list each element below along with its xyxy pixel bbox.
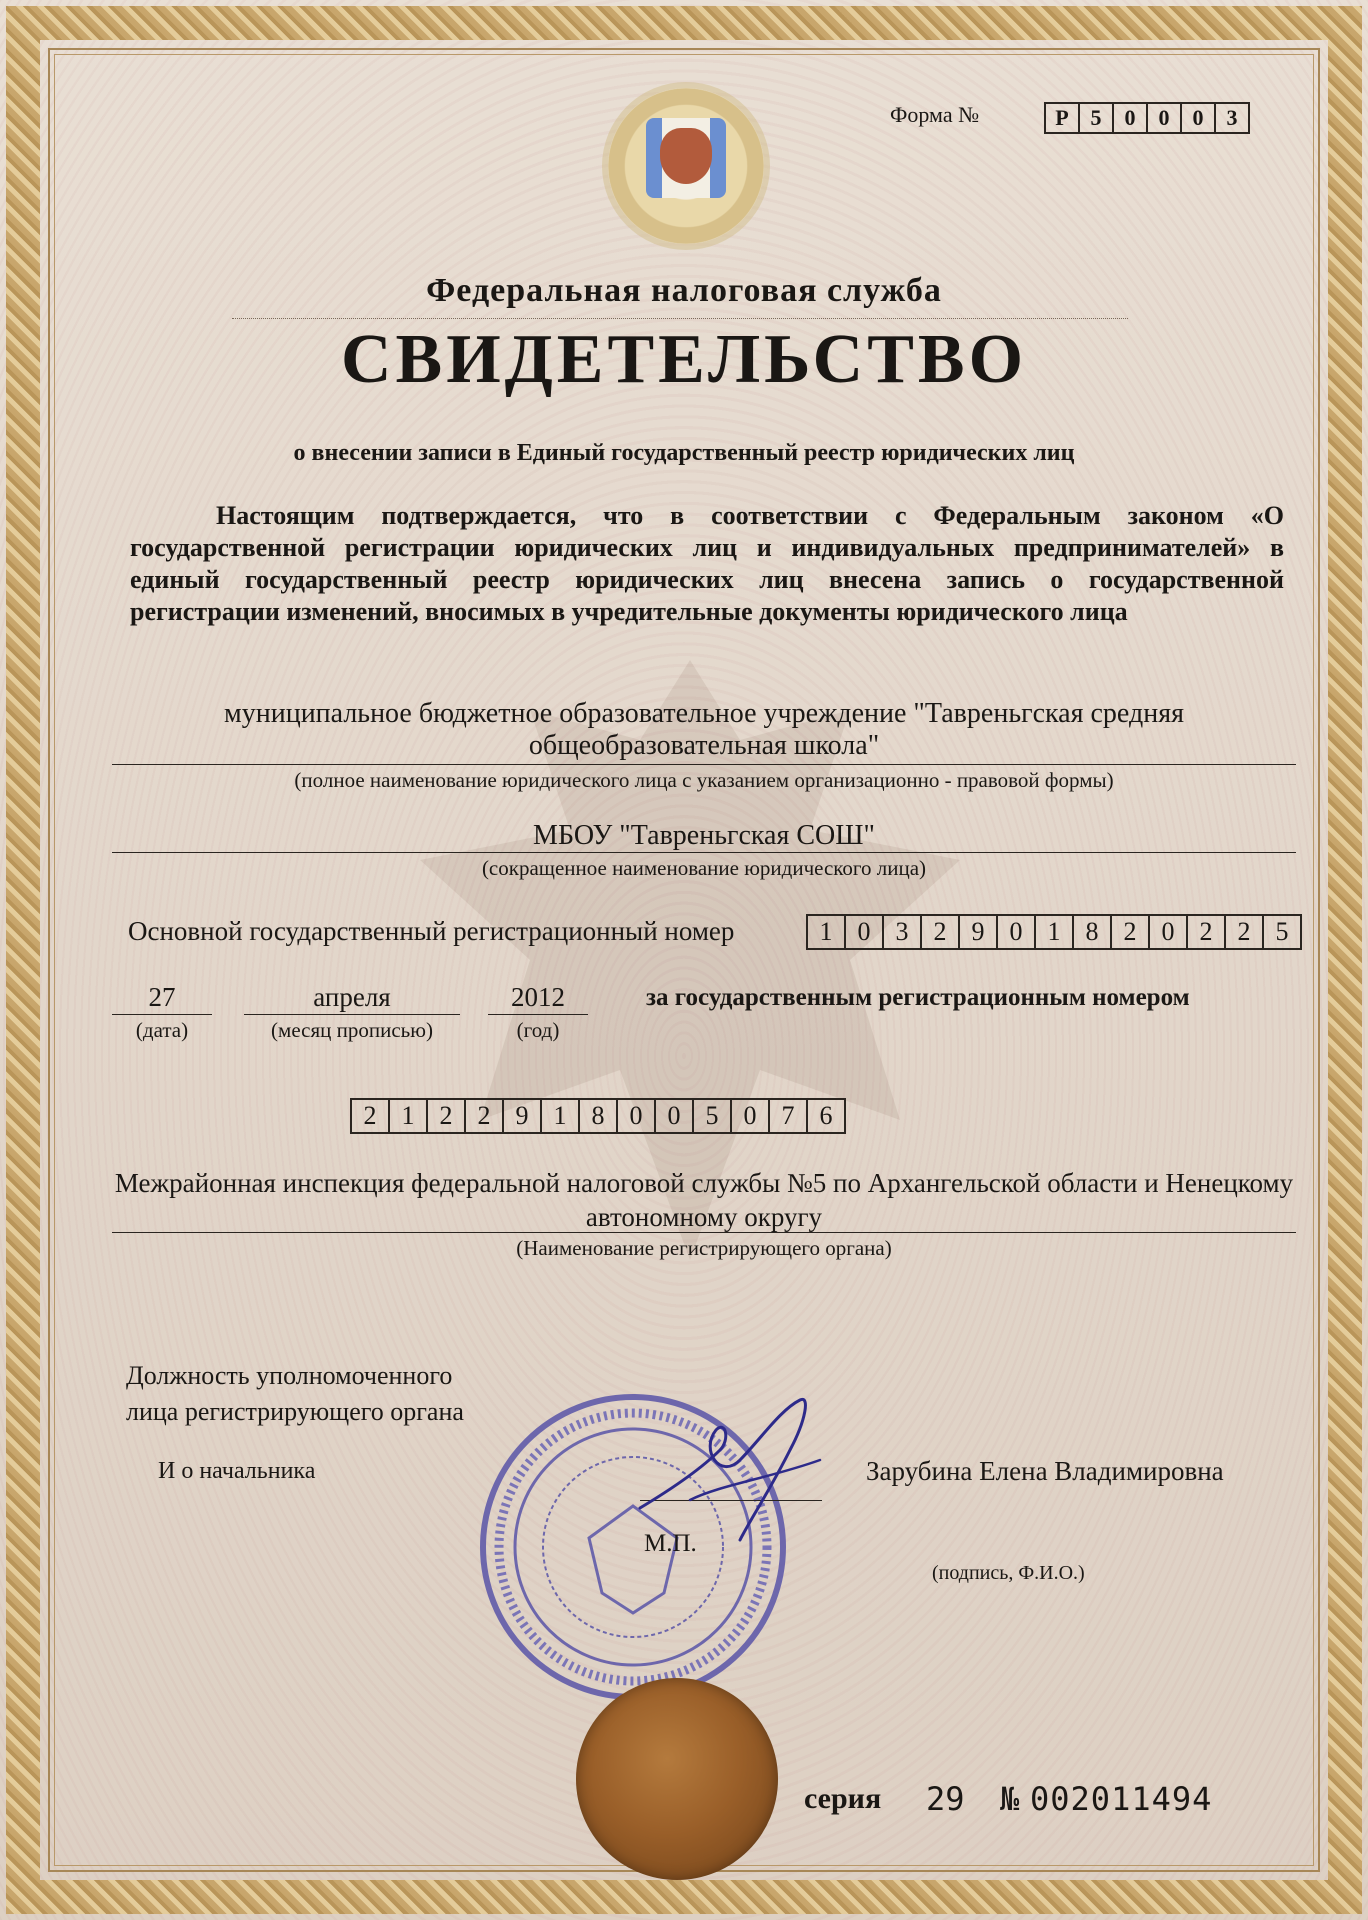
signatory-position: И о начальника (158, 1458, 316, 1484)
registering-authority: Межрайонная инспекция федеральной налоговой службы №5 по Архангельской области и Ненецкому автономному округу (114, 1168, 1294, 1232)
date-day: 27 (148, 982, 176, 1012)
ogrn-label: Основной государственный регистрационный номер (128, 916, 735, 946)
form-code-cell: Р (1044, 102, 1080, 134)
full-name-caption: (полное наименование юридического лица с указанием организационно - правовой формы) (294, 768, 1114, 792)
signature-caption: (подпись, Ф.И.О.) (932, 1562, 1085, 1584)
grn-digit: 2 (464, 1098, 504, 1134)
grn-label: за государственным регистрационным номером (646, 984, 1190, 1011)
grn-digit: 1 (540, 1098, 580, 1134)
certificate-number: 002011494 (1030, 1780, 1213, 1818)
date-month-caption: (месяц прописью) (271, 1018, 433, 1042)
short-name-underline (112, 852, 1296, 853)
grn-digit: 0 (654, 1098, 694, 1134)
position-label-line2: лица регистрирующего органа (126, 1397, 464, 1426)
form-code-boxes (1046, 102, 1250, 134)
grn-digit: 0 (616, 1098, 656, 1134)
ogrn-digit: 0 (996, 914, 1036, 950)
certificate-title: СВИДЕТЕЛЬСТВО (340, 321, 1028, 398)
hologram-emblem (608, 88, 764, 244)
gold-seal (576, 1678, 778, 1880)
authority-caption: (Наименование регистрирующего органа) (516, 1236, 892, 1260)
certificate-subtitle: о внесении записи в Единый государственный реестр юридических лиц (293, 440, 1075, 466)
ogrn-digit: 1 (1034, 914, 1074, 950)
ogrn-digit: 5 (1262, 914, 1302, 950)
grn-digit: 2 (350, 1098, 390, 1134)
grn-digit: 7 (768, 1098, 808, 1134)
date-month-underline (244, 1014, 460, 1015)
stamp-place-label: М.П. (644, 1530, 697, 1557)
date-day-caption: (дата) (135, 1018, 189, 1042)
form-code-cell: 0 (1146, 102, 1182, 134)
position-label (126, 1358, 464, 1430)
form-code-cell: 3 (1214, 102, 1250, 134)
ogrn-digit: 9 (958, 914, 998, 950)
grn-digit: 5 (692, 1098, 732, 1134)
grn-boxes (352, 1098, 846, 1134)
form-label: Форма № (890, 102, 980, 127)
full-name-underline (112, 764, 1296, 765)
series-label: серия (804, 1782, 882, 1815)
date-day-underline (112, 1014, 212, 1015)
signature (630, 1390, 830, 1550)
ogrn-digit: 2 (1224, 914, 1264, 950)
ogrn-digit: 0 (1148, 914, 1188, 950)
ogrn-digit: 2 (1186, 914, 1226, 950)
eagle-icon (660, 128, 712, 184)
grn-digit: 8 (578, 1098, 618, 1134)
date-year: 2012 (511, 982, 565, 1012)
form-code-cell: 0 (1180, 102, 1216, 134)
entity-full-name: муниципальное бюджетное образовательное учреждение "Тавреньгская средняя общеобразовательная школа" (224, 698, 1184, 761)
ogrn-digit: 0 (844, 914, 884, 950)
date-month: апреля (313, 982, 391, 1012)
form-code-cell: 5 (1078, 102, 1114, 134)
agency-divider (232, 318, 1128, 319)
grn-digit: 6 (806, 1098, 846, 1134)
grn-digit: 9 (502, 1098, 542, 1134)
signatory-name: Зарубина Елена Владимировна (866, 1456, 1224, 1486)
ogrn-digit: 2 (1110, 914, 1150, 950)
number-sign: № (1000, 1780, 1020, 1818)
date-year-underline (488, 1014, 588, 1015)
ogrn-digit: 8 (1072, 914, 1112, 950)
date-year-caption: (год) (516, 1018, 560, 1042)
ogrn-digit: 2 (920, 914, 960, 950)
grn-digit: 0 (730, 1098, 770, 1134)
form-code-cell: 0 (1112, 102, 1148, 134)
ogrn-boxes (808, 914, 1302, 950)
entity-short-name: МБОУ "Тавреньгская СОШ" (533, 820, 875, 851)
ogrn-digit: 3 (882, 914, 922, 950)
grn-digit: 2 (426, 1098, 466, 1134)
short-name-caption: (сокращенное наименование юридического лица) (481, 856, 927, 880)
ogrn-digit: 1 (806, 914, 846, 950)
authority-underline (112, 1232, 1296, 1233)
position-label-line1: Должность уполномоченного (126, 1361, 453, 1390)
certification-statement: Настоящим подтверждается, что в соответствии с Федеральным законом «О государственной регистрации юридических лиц и индивидуальных предпринимателей» в единый государственный реестр юридических лиц внесена запись о государственной регистрации изменений, вносимых в учредительные документы юридического лица (130, 501, 1284, 626)
agency-name: Федеральная налоговая служба (426, 272, 942, 309)
series-number: 29 (926, 1780, 965, 1818)
grn-digit: 1 (388, 1098, 428, 1134)
